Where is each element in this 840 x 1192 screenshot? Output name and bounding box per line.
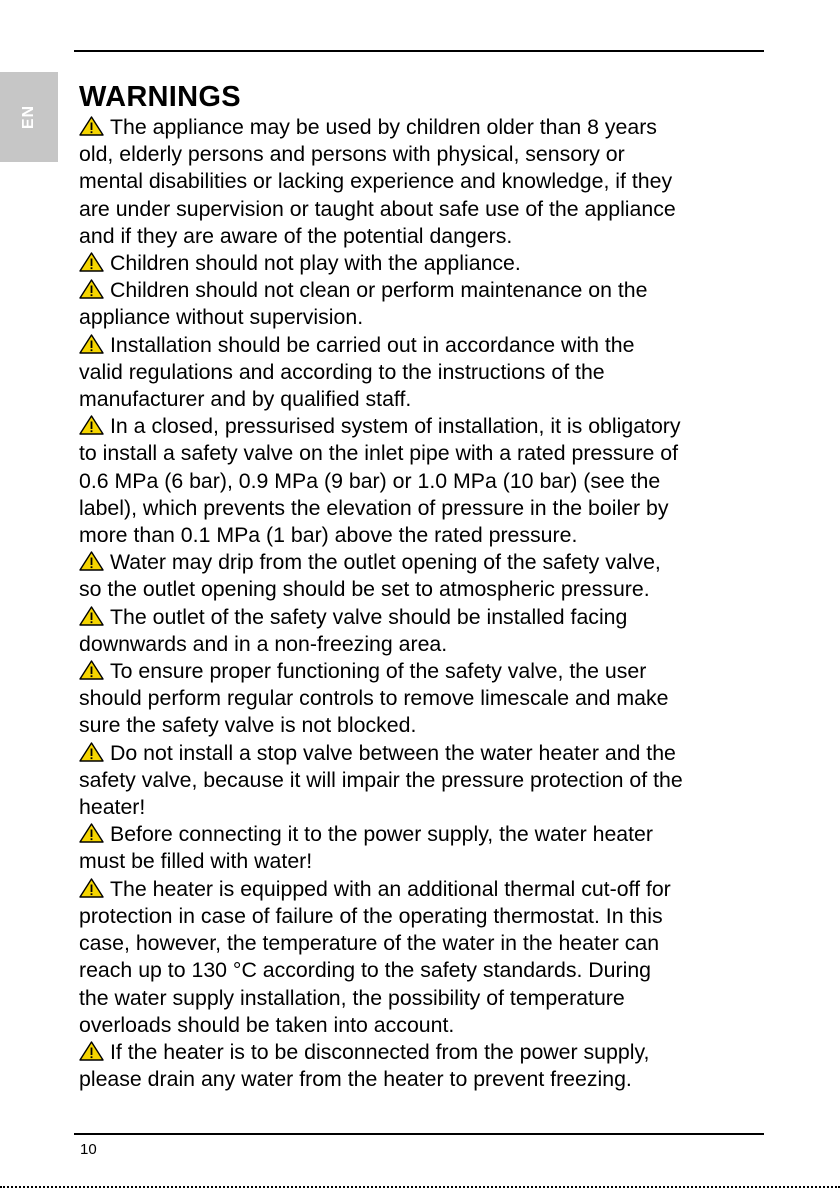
warning-line: [79, 468, 769, 495]
warning-line: [79, 495, 769, 522]
warning-item: [79, 821, 769, 875]
warning-text: Installation should be carried out in accordance with the: [110, 332, 635, 357]
warning-line: [79, 576, 769, 603]
warning-line: [79, 250, 769, 277]
warning-item: [79, 549, 769, 603]
warning-text: please drain any water from the heater to prevent freezing.: [79, 1067, 632, 1092]
warning-line: [79, 794, 769, 821]
warning-line: [79, 848, 769, 875]
warning-text: sure the safety valve is not blocked.: [79, 713, 417, 738]
warning-text: Children should not clean or perform maintenance on the: [110, 278, 648, 303]
warning-line: [79, 413, 769, 440]
warning-triangle-icon: [79, 660, 104, 680]
warning-line: [79, 930, 769, 957]
warning-item: [79, 740, 769, 822]
dotted-border: [0, 1186, 840, 1188]
warning-text: must be filled with water!: [79, 849, 313, 874]
warning-line: [79, 277, 769, 304]
warning-line: [79, 114, 769, 141]
warning-item: [79, 250, 769, 277]
warning-triangle-icon: [79, 334, 104, 354]
warning-line: [79, 876, 769, 903]
warning-text: overloads should be taken into account.: [79, 1012, 455, 1037]
warning-triangle-icon: [79, 252, 104, 272]
warning-text: the water supply installation, the possibility of temperature: [79, 985, 625, 1010]
warning-text: mental disabilities or lacking experience and knowledge, if they: [79, 169, 673, 194]
warning-line: [79, 141, 769, 168]
warning-text: should perform regular controls to remove limescale and make: [79, 686, 669, 711]
warning-text: Children should not play with the appliance.: [110, 251, 521, 276]
warning-text: are under supervision or taught about safe use of the appliance: [79, 196, 676, 221]
warnings-section: [79, 80, 769, 1093]
warning-item: [79, 604, 769, 658]
warning-text: The outlet of the safety valve should be installed facing: [110, 604, 628, 629]
warning-item: [79, 876, 769, 1039]
warning-line: [79, 168, 769, 195]
warning-line: [79, 957, 769, 984]
warning-line: [79, 821, 769, 848]
warning-line: [79, 604, 769, 631]
warning-text: so the outlet opening should be set to atmospheric pressure.: [79, 577, 650, 602]
warning-line: [79, 1012, 769, 1039]
warning-line: [79, 522, 769, 549]
warning-item: [79, 277, 769, 331]
warning-text: The appliance may be used by children older than 8 years: [110, 115, 657, 139]
language-tab: [0, 72, 58, 162]
warning-triangle-icon: [79, 1041, 104, 1061]
warnings-list: [79, 114, 769, 1093]
warning-line: [79, 386, 769, 413]
warning-text: case, however, the temperature of the water in the heater can: [79, 931, 660, 956]
page-number: 10: [80, 1141, 97, 1158]
warning-line: [79, 767, 769, 794]
warning-triangle-icon: [79, 742, 104, 762]
warning-line: [79, 1039, 769, 1066]
warning-text: label), which prevents the elevation of pressure in the boiler by: [79, 495, 669, 520]
warning-text: protection in case of failure of the operating thermostat. In this: [79, 903, 663, 928]
warning-text: more than 0.1 MPa (1 bar) above the rated pressure.: [79, 523, 578, 548]
warning-text: downwards and in a non-freezing area.: [79, 631, 448, 656]
warning-text: Water may drip from the outlet opening of the safety valve,: [110, 550, 661, 575]
warning-text: In a closed, pressurised system of installation, it is obligatory: [110, 414, 681, 439]
warning-item: [79, 332, 769, 414]
warning-text: 0.6 MPa (6 bar), 0.9 MPa (9 bar) or 1.0 MPa (10 bar) (see the: [79, 468, 661, 493]
warning-triangle-icon: [79, 116, 104, 136]
warning-triangle-icon: [79, 878, 104, 898]
warning-text: If the heater is to be disconnected from the power supply,: [110, 1039, 650, 1064]
warning-text: The heater is equipped with an additional thermal cut-off for: [110, 876, 671, 901]
warning-text: manufacturer and by qualified staff.: [79, 387, 412, 412]
warning-line: [79, 304, 769, 331]
warning-text: old, elderly persons and persons with physical, sensory or: [79, 142, 625, 167]
warning-line: [79, 903, 769, 930]
warning-line: [79, 658, 769, 685]
warning-item: [79, 114, 769, 250]
warning-triangle-icon: [79, 415, 104, 435]
top-rule: [74, 50, 764, 52]
warning-text: Do not install a stop valve between the water heater and the: [110, 740, 676, 765]
warning-text: valid regulations and according to the instructions of the: [79, 359, 605, 384]
warning-item: [79, 658, 769, 740]
warning-text: reach up to 130 °C according to the safety standards. During: [79, 958, 652, 983]
warning-line: [79, 985, 769, 1012]
warning-text: and if they are aware of the potential dangers.: [79, 223, 513, 248]
warning-line: [79, 712, 769, 739]
warning-line: [79, 685, 769, 712]
warning-line: [79, 440, 769, 467]
warning-text: to install a safety valve on the inlet pipe with a rated pressure of: [79, 441, 679, 466]
warning-line: [79, 1066, 769, 1093]
warning-text: safety valve, because it will impair the pressure protection of the: [79, 767, 683, 792]
warning-line: [79, 549, 769, 576]
warning-item: [79, 413, 769, 549]
language-tab-label: EN: [20, 104, 37, 130]
warning-triangle-icon: [79, 279, 104, 299]
warning-triangle-icon: [79, 551, 104, 571]
warning-line: [79, 740, 769, 767]
warning-text: To ensure proper functioning of the safety valve, the user: [110, 659, 647, 684]
warning-line: [79, 223, 769, 250]
warning-item: [79, 1039, 769, 1093]
bottom-rule: [74, 1133, 764, 1135]
warning-line: [79, 631, 769, 658]
warning-triangle-icon: [79, 606, 104, 626]
warning-line: [79, 332, 769, 359]
warning-triangle-icon: [79, 823, 104, 843]
warning-line: [79, 196, 769, 223]
warning-text: heater!: [79, 795, 146, 820]
warning-text: appliance without supervision.: [79, 305, 364, 330]
warning-text: Before connecting it to the power supply, the water heater: [110, 822, 653, 847]
page-title: WARNINGS: [79, 81, 241, 113]
warning-line: [79, 359, 769, 386]
